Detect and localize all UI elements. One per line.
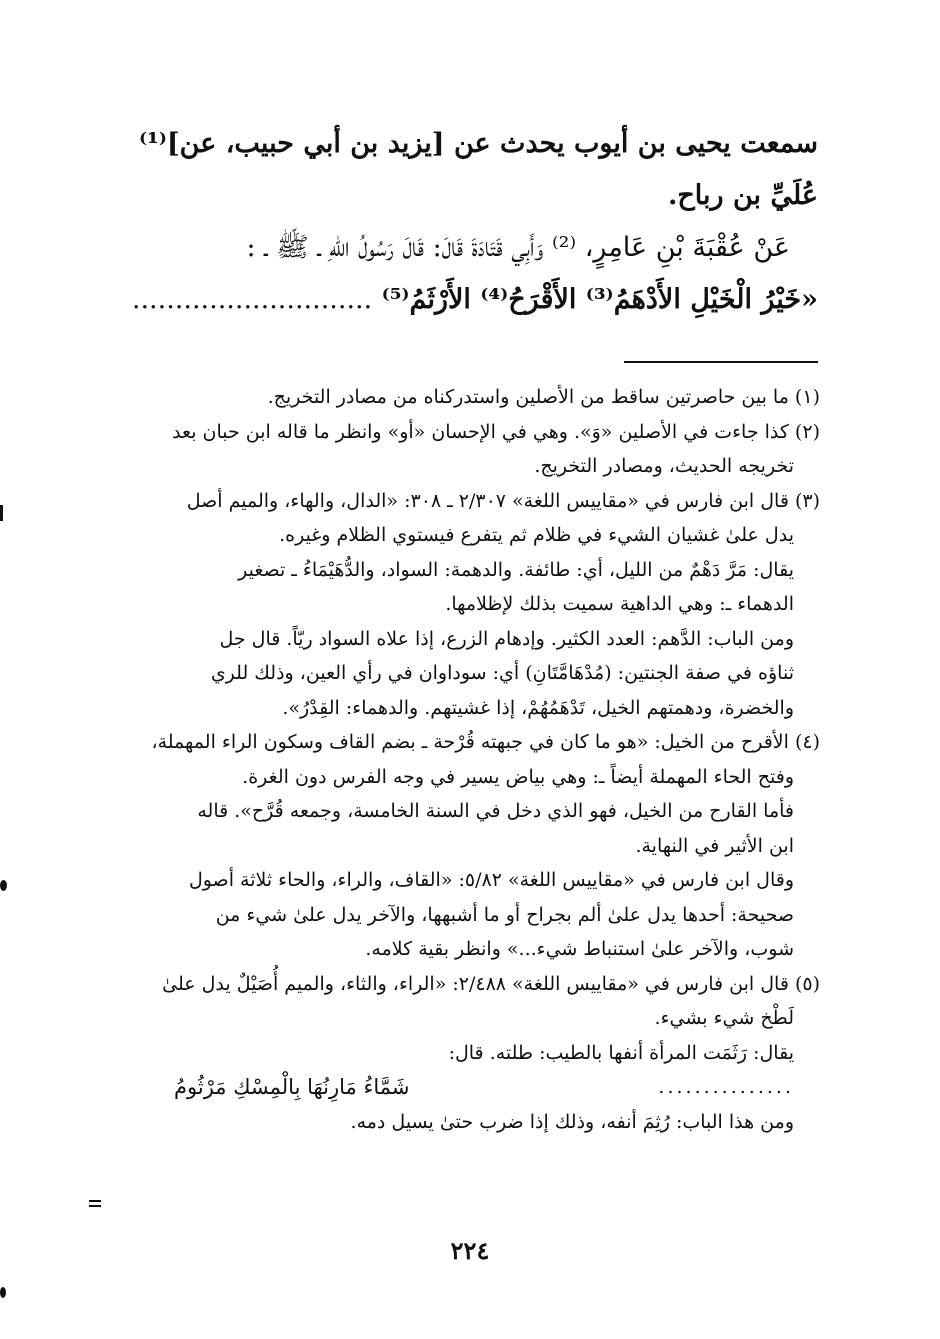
footnote-line: شوب، والآخر علىٰ استنباط شيء...» وانظر بقية كلامه. — [365, 938, 794, 960]
scan-mark — [0, 505, 3, 521]
page-number: ٢٢٤ — [450, 1236, 490, 1265]
footnote-line: الدهماء ـ: وهي الداهية سميت بذلك لإظلامها. — [445, 593, 794, 615]
main-line: عُلَيِّ بن رباح. — [667, 180, 818, 211]
scan-mark — [89, 1205, 101, 1207]
footnote-line: يقال: مَرَّ دَهْمٌ من الليل، أي: طائفة. والدهمة: السواد، والدُّهَيْمَاءُ ـ تصغير — [238, 558, 794, 581]
footnote-line: (٢) كذا جاءت في الأصلين «وَ». وهي في الإحسان «أو» وانظر ما قاله ابن حبان بعد — [172, 420, 820, 443]
footnote-line: ومن الباب: الدَّهم: العدد الكثير. وإدهام الزرع، إذا علاه السواد ريّاً. قال جل — [219, 627, 794, 650]
footnote-line: وقال ابن فارس في «مقاييس اللغة» ٥/٨٢: «القاف، والراء، والحاء ثلاثة أصول — [188, 869, 794, 891]
scan-mark — [0, 1287, 6, 1298]
hadith-line: عَنْ عُقْبَةَ بْنِ عَامِرٍ، ⁽²⁾ وَأَبِي قَتَادَةَ قَالَ: قَالَ رَسُولُ اللهِ ـ ﷺ ـ : — [246, 232, 790, 263]
footnote-line: لَطْخ شيء بشيء. — [654, 1007, 794, 1029]
footnote-line: تخريجه الحديث، ومصادر التخريج. — [534, 455, 794, 477]
ellipsis-dots: ............................ — [131, 284, 373, 315]
footnote-separator — [624, 361, 818, 363]
footnote-line: والخضرة، ودهمتهم الخيل، تَدْهَمُهُمْ، إذا غشيتهم. والدهماء: القِدْرُ». — [282, 696, 794, 719]
footnote-line: (٥) قال ابن فارس في «مقاييس اللغة» ٢/٤٨٨: «الراء، والثاء، والميم أُصَيْلٌ يدل علىٰ — [162, 972, 820, 995]
footnote-line: (٣) قال ابن فارس في «مقاييس اللغة» ٢/٣٠٧ ـ ٣٠٨: «الدال، والهاء، والميم أصل — [186, 489, 820, 512]
footnote-line: ثناؤه في صفة الجنتين: (مُدْهَامَّتَانِ) أي: سوداوان في رأي العين، وذلك للري — [210, 662, 794, 684]
footnotes — [104, 380, 820, 1139]
footnote-line: يقال: رَثَمَت المرأة أنفها بالطيب: طلته. قال: — [448, 1041, 794, 1064]
poem-line — [104, 1070, 820, 1105]
poem-verse: شَمَّاءُ مَارِنُهَا بِالْمِسْكِ مَرْثُومُ — [174, 1075, 410, 1099]
footnote-line: (١) ما بين حاصرتين ساقط من الأصلين واستدركناه من مصادر التخريج. — [267, 386, 820, 408]
poem-ellipsis: ............... — [658, 1076, 794, 1098]
hadith-line — [100, 274, 818, 326]
footnote-line: صحيحة: أحدها يدل علىٰ ألم بجراح أو ما أشبهها، والآخر يدل علىٰ شيء من — [215, 903, 794, 926]
footnote-line: ابن الأثير في النهاية. — [635, 834, 794, 857]
scan-mark — [89, 1200, 101, 1202]
footnote-line: فأما القارح من الخيل، فهو الذي دخل في السنة الخامسة، وجمعه قُرَّح». قاله — [197, 800, 794, 822]
main-line: سمعت يحيى بن أيوب يحدث عن [يزيد بن أبي حبيب، عن]⁽¹⁾ — [138, 128, 818, 159]
footnote-line: (٤) الأقرح من الخيل: «هو ما كان في جبهته قُرْحة ـ بضم القاف وسكون الراء المهملة، — [151, 731, 820, 753]
footnote-line: وفتح الحاء المهملة أيضاً ـ: وهي بياض يسير في وجه الفرس دون الغرة. — [242, 765, 794, 788]
main-text — [100, 118, 818, 326]
footnote-line: ومن هذا الباب: رُثِمَ أنفه، وذلك إذا ضرب حتىٰ يسيل دمه. — [350, 1110, 794, 1133]
hadith-text: «خَيْرُ الْخَيْلِ الأَدْهَمُ⁽³⁾ الأَقْرَحُ⁽⁴⁾ الأَرْثَمُ⁽⁵⁾ — [381, 284, 818, 315]
footnote-line: يدل علىٰ غشيان الشيء في ظلام ثم يتفرع فيستوي الظلام وغيره. — [279, 524, 794, 546]
scan-mark — [0, 880, 7, 891]
